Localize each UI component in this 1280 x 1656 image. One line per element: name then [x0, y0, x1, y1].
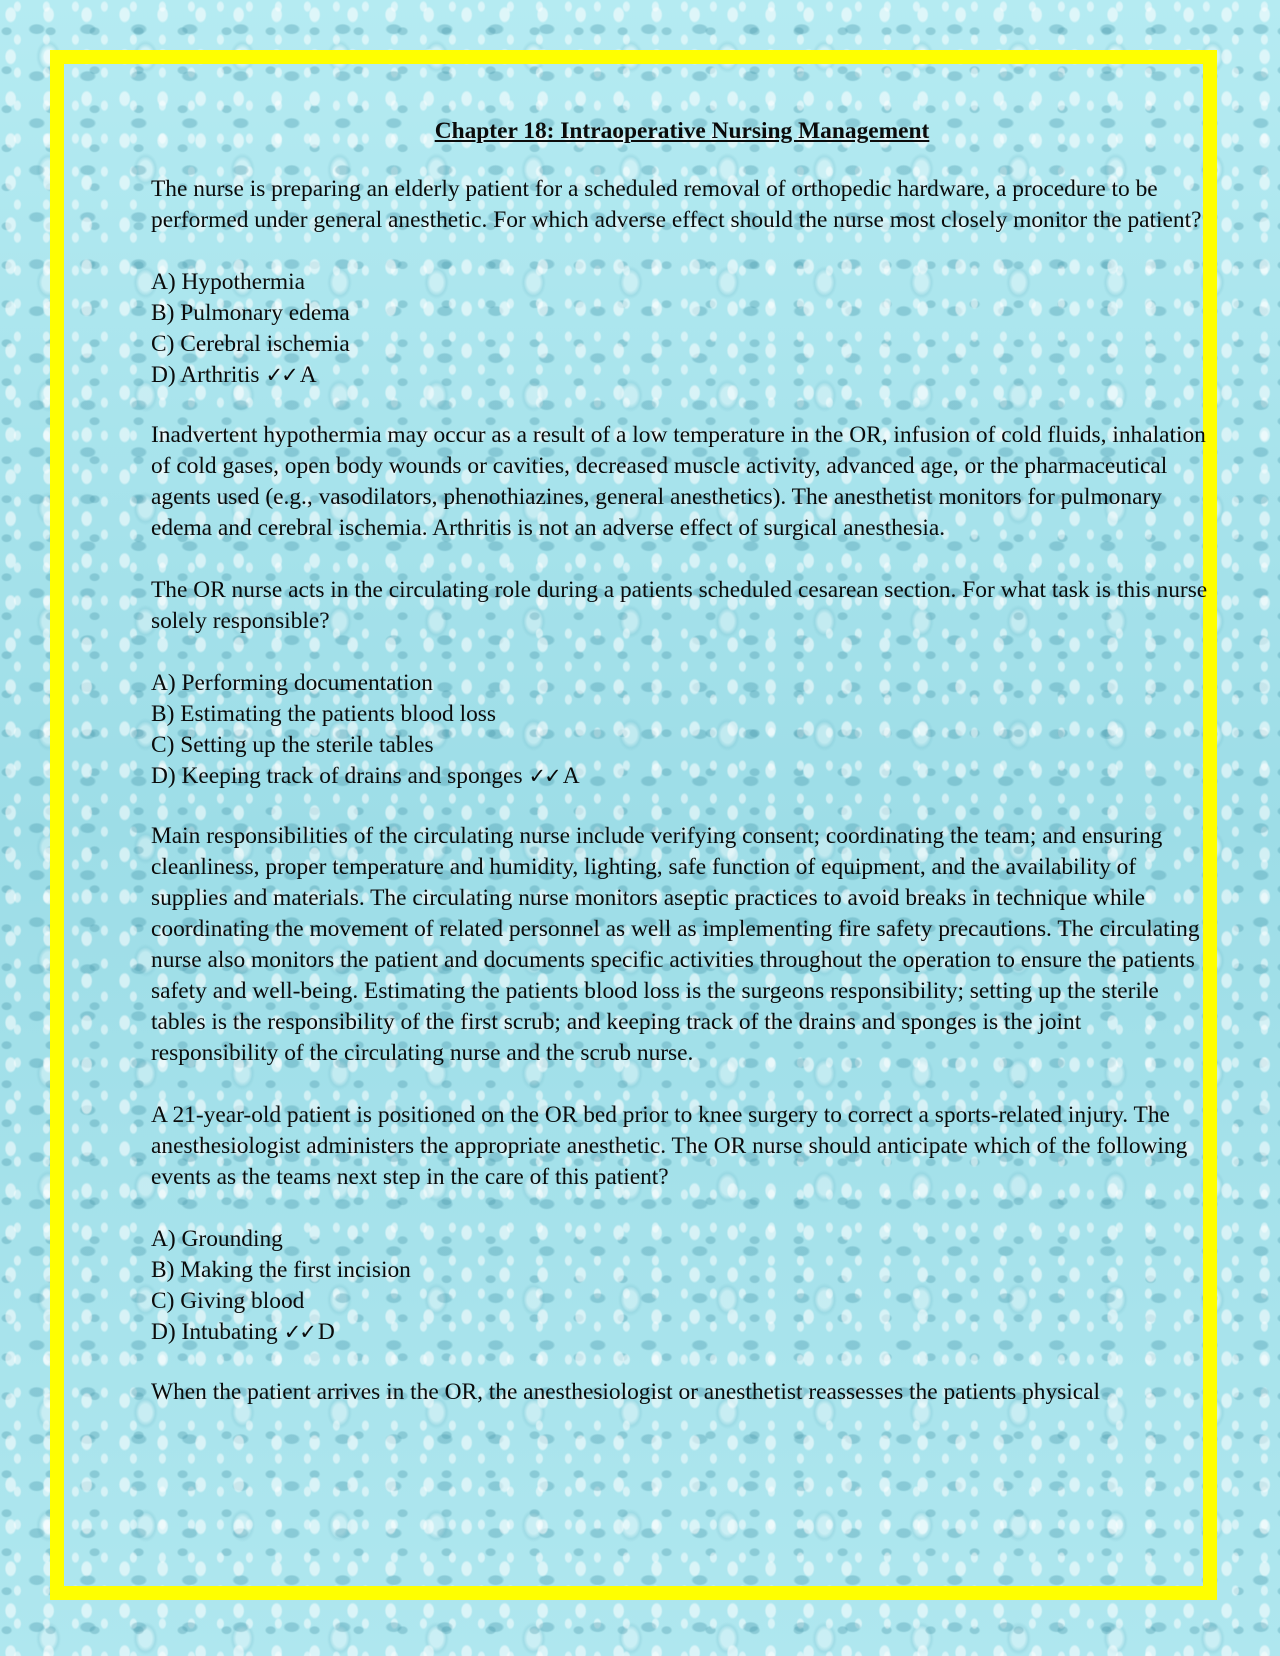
question-2-options: [151, 668, 1211, 792]
check-mark-icon: ✓✓: [265, 363, 297, 387]
question-3-stem: A 21-year-old patient is positioned on the OR bed prior to knee surgery to correct a sports-related injury. The anesthesiologist administers the appropriate anesthetic. The OR nurse should anticipate which of the following events as the teams next step in the care of this patient?: [151, 1102, 1188, 1190]
question-1-option-c: C) Cerebral ischemia: [151, 331, 350, 357]
question-3-option-d-line: [151, 1317, 1211, 1348]
question-1-stem: The nurse is preparing an elderly patient for a scheduled removal of orthopedic hardware, a procedure to be performed under general anesthetic. For which adverse effect should the nurse most closely monitor the patient?: [151, 176, 1202, 233]
question-2-stem: The OR nurse acts in the circulating role during a patients scheduled cesarean section. For what task is this nurse solely responsible?: [151, 577, 1208, 634]
question-2-rationale: Main responsibilities of the circulating nurse include verifying consent; coordinating the team; and ensuring cleanliness, proper temperature and humidity, lighting, safe function of equipment, and the availability of supplies and materials. The circulating nurse monitors aseptic practices to avoid breaks in technique while coordinating the movement of related personnel as well as implementing fire safety precautions. The circulating nurse also monitors the patient and documents specific activities throughout the operation to ensure the patients safety and well-being. Estimating the patients blood loss is the surgeons responsibility; setting up the sterile tables is the responsibility of the first scrub; and keeping track of the drains and sponges is the joint responsibility of the circulating nurse and the scrub nurse.: [151, 823, 1200, 1066]
question-3-rationale: When the patient arrives in the OR, the anesthesiologist or anesthetist reassesses the patients physical: [151, 1379, 1101, 1405]
question-2-option-d: D) Keeping track of drains and sponges: [151, 763, 523, 789]
question-2-option-c: C) Setting up the sterile tables: [151, 732, 434, 758]
question-1-rationale: Inadvertent hypothermia may occur as a result of a low temperature in the OR, infusion of cold fluids, inhalation of cold gases, open body wounds or cavities, decreased muscle activity, advanced age, or the pharmaceutical agents used (e.g., vasodilators, phenothiazines, general anesthetics). The anesthetist monitors for pulmonary edema and cerebral ischemia. Arthritis is not an adverse effect of surgical anesthesia.: [151, 422, 1206, 541]
question-3-option-a: A) Grounding: [151, 1226, 283, 1252]
chapter-title: Chapter 18: Intraoperative Nursing Management: [434, 118, 930, 144]
question-1-option-d: D) Arthritis: [151, 362, 260, 388]
question-3-options: [151, 1224, 1211, 1348]
question-3-option-c: C) Giving blood: [151, 1288, 305, 1314]
question-2-option-b: B) Estimating the patients blood loss: [151, 701, 496, 727]
document-body: [151, 116, 1211, 1439]
check-mark-icon: ✓✓: [283, 1320, 315, 1344]
question-1-answer: A: [299, 362, 317, 388]
question-2-answer: A: [562, 763, 580, 789]
question-2-option-a: A) Performing documentation: [151, 670, 433, 696]
question-1-options: [151, 267, 1211, 391]
question-3-answer: D: [317, 1319, 335, 1345]
question-1-option-a: A) Hypothermia: [151, 269, 305, 295]
question-1-option-b: B) Pulmonary edema: [151, 300, 350, 326]
question-2-option-d-line: [151, 761, 1211, 792]
question-3-option-d: D) Intubating: [151, 1319, 278, 1345]
check-mark-icon: ✓✓: [528, 764, 560, 788]
question-1-option-d-line: [151, 360, 1211, 391]
question-3-option-b: B) Making the first incision: [151, 1257, 411, 1283]
